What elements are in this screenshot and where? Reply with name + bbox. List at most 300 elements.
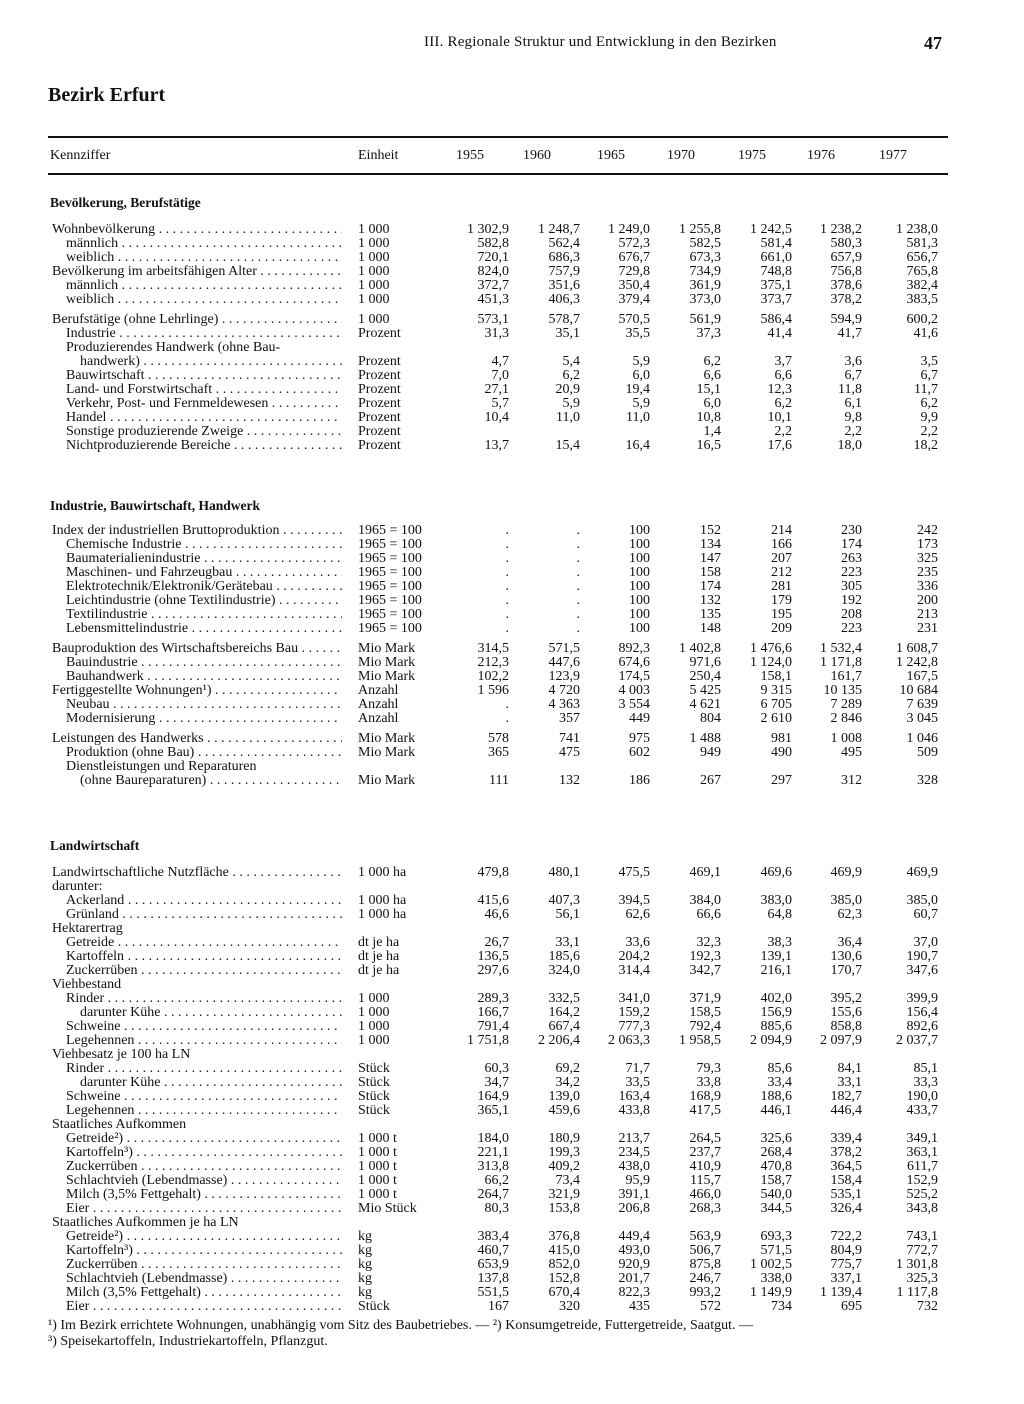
cell-value: 159,2: [618, 1005, 650, 1020]
cell-value: 466,0: [689, 1187, 721, 1202]
cell-value: 12,3: [767, 382, 792, 397]
cell-value: 235: [917, 565, 938, 580]
cell-value: 571,5: [760, 1243, 792, 1258]
row-unit: Mio Mark: [358, 669, 416, 684]
cell-value: 1 608,7: [896, 641, 938, 656]
cell-value: 200: [917, 593, 938, 608]
cell-value: 892,3: [618, 641, 650, 656]
cell-value: 190,7: [906, 949, 938, 964]
cell-value: 213: [917, 607, 938, 622]
page-title: Bezirk Erfurt: [48, 84, 166, 106]
table-row: [0, 524, 1024, 538]
section-rows: [0, 223, 1024, 453]
table-row: [0, 1006, 1024, 1020]
cell-value: 573,1: [477, 312, 509, 327]
row-label: Index der industriellen Bruttoproduktion . . .: [52, 524, 342, 538]
cell-value: 495: [841, 745, 862, 760]
table-row: [0, 1188, 1024, 1202]
cell-value: 33,3: [913, 1075, 938, 1090]
cell-value: 480,1: [548, 865, 580, 880]
cell-value: 148: [700, 621, 721, 636]
table-row: [0, 439, 1024, 453]
cell-value: 417,5: [689, 1103, 721, 1118]
cell-value: 673,3: [689, 250, 721, 265]
cell-value: 563,9: [689, 1229, 721, 1244]
cell-value: 446,4: [830, 1103, 862, 1118]
cell-value: .: [505, 593, 509, 608]
cell-value: 33,1: [555, 935, 580, 950]
table-row: [0, 1090, 1024, 1104]
cell-value: 410,9: [689, 1159, 721, 1174]
cell-value: 339,4: [830, 1131, 862, 1146]
row-label: handwerk) . . .: [52, 355, 342, 369]
cell-value: 3,5: [920, 354, 938, 369]
row-label: Eier . . .: [52, 1202, 342, 1216]
cell-value: .: [505, 579, 509, 594]
cell-value: 31,3: [484, 326, 509, 341]
row-label: Kartoffeln³) . . .: [52, 1146, 342, 1160]
cell-value: .: [576, 621, 580, 636]
row-unit: Anzahl: [358, 711, 399, 726]
cell-value: 2 094,9: [750, 1033, 792, 1048]
cell-value: 100: [629, 537, 650, 552]
cell-value: .: [576, 565, 580, 580]
cell-value: 85,1: [913, 1061, 938, 1076]
cell-value: .: [576, 607, 580, 622]
row-label: Bauproduktion des Wirtschaftsbereichs Bau . . .: [52, 642, 342, 656]
cell-value: 1 958,5: [679, 1033, 721, 1048]
row-unit: Prozent: [358, 410, 401, 425]
cell-value: 349,1: [906, 1131, 938, 1146]
table-row: [0, 1132, 1024, 1146]
table-row: [0, 950, 1024, 964]
cell-value: .: [505, 711, 509, 726]
cell-value: 313,8: [477, 1159, 509, 1174]
row-unit: kg: [358, 1257, 372, 1272]
row-label: Maschinen- und Fahrzeugbau . . .: [52, 566, 342, 580]
row-unit: Prozent: [358, 424, 401, 439]
row-label: Produktion (ohne Bau) . . .: [52, 746, 342, 760]
cell-value: 791,4: [477, 1019, 509, 1034]
row-label: (ohne Baureparaturen) . . .: [52, 774, 342, 788]
cell-value: 153,8: [548, 1201, 580, 1216]
cell-value: 1 046: [906, 731, 938, 746]
table-row: [0, 774, 1024, 788]
row-unit: 1 000: [358, 312, 390, 327]
cell-value: 158,1: [760, 669, 792, 684]
cell-value: 6,7: [920, 368, 938, 383]
cell-value: 7 639: [906, 697, 938, 712]
cell-value: .: [505, 621, 509, 636]
row-unit: 1965 = 100: [358, 565, 422, 580]
table-row: [0, 1062, 1024, 1076]
row-label: Getreide²) . . .: [52, 1230, 342, 1244]
row-label: Kartoffeln³) . . .: [52, 1244, 342, 1258]
table-row: [0, 327, 1024, 341]
cell-value: 234,5: [618, 1145, 650, 1160]
cell-value: 720,1: [477, 250, 509, 265]
cell-value: 875,8: [689, 1257, 721, 1272]
cell-value: 551,5: [477, 1285, 509, 1300]
cell-value: .: [576, 551, 580, 566]
cell-value: 326,4: [830, 1201, 862, 1216]
cell-value: 395,2: [830, 991, 862, 1006]
row-unit: 1965 = 100: [358, 579, 422, 594]
row-unit: Prozent: [358, 326, 401, 341]
column-header: [0, 148, 1024, 168]
cell-value: 18,2: [913, 438, 938, 453]
cell-value: 1 171,8: [820, 655, 862, 670]
cell-value: 372,7: [477, 278, 509, 293]
table-row: [0, 732, 1024, 746]
col-year: 1975: [738, 148, 766, 163]
cell-value: 734,9: [689, 264, 721, 279]
table-row: [0, 251, 1024, 265]
cell-value: 667,4: [548, 1019, 580, 1034]
table-row: [0, 992, 1024, 1006]
table-row: [0, 552, 1024, 566]
cell-value: 469,9: [830, 865, 862, 880]
cell-value: 62,6: [625, 907, 650, 922]
cell-value: 185,6: [548, 949, 580, 964]
row-unit: 1 000 t: [358, 1159, 397, 1174]
cell-value: 164,9: [477, 1089, 509, 1104]
cell-value: 347,6: [906, 963, 938, 978]
cell-value: 772,7: [906, 1243, 938, 1258]
table-row: [0, 1020, 1024, 1034]
cell-value: 2 846: [830, 711, 862, 726]
cell-value: 570,5: [618, 312, 650, 327]
cell-value: 361,9: [689, 278, 721, 293]
cell-value: 325,6: [760, 1131, 792, 1146]
cell-value: 167: [488, 1299, 509, 1314]
cell-value: 490: [771, 745, 792, 760]
table-row: [0, 1202, 1024, 1216]
cell-value: 5,4: [562, 354, 580, 369]
table-row: [0, 622, 1024, 636]
row-label: Zuckerrüben . . .: [52, 964, 342, 978]
cell-value: 379,4: [618, 292, 650, 307]
section-title: Bevölkerung, Berufstätige: [50, 195, 201, 210]
cell-value: 230: [841, 523, 862, 538]
cell-value: 115,7: [690, 1173, 721, 1188]
cell-value: 174: [700, 579, 721, 594]
cell-value: 409,2: [548, 1159, 580, 1174]
cell-value: 1 532,4: [820, 641, 862, 656]
col-year: 1965: [597, 148, 625, 163]
cell-value: 385,0: [906, 893, 938, 908]
cell-value: 5,9: [632, 354, 650, 369]
cell-value: 399,9: [906, 991, 938, 1006]
cell-value: 11,0: [626, 410, 650, 425]
row-label: darunter Kühe . . .: [52, 1006, 342, 1020]
cell-value: 756,8: [830, 264, 862, 279]
cell-value: 206,8: [618, 1201, 650, 1216]
cell-value: 130,6: [830, 949, 862, 964]
cell-value: 15,1: [696, 382, 721, 397]
cell-value: 858,8: [830, 1019, 862, 1034]
cell-value: 447,6: [548, 655, 580, 670]
table-row: [0, 425, 1024, 439]
row-unit: Mio Stück: [358, 1201, 417, 1216]
col-einheit: Einheit: [358, 148, 399, 163]
row-unit: dt je ha: [358, 949, 400, 964]
row-label: Schlachtvieh (Lebendmasse) . . .: [52, 1174, 342, 1188]
cell-value: 743,1: [906, 1229, 938, 1244]
cell-value: 469,6: [760, 865, 792, 880]
row-label: Zuckerrüben . . .: [52, 1258, 342, 1272]
cell-value: 337,1: [830, 1271, 862, 1286]
cell-value: 155,6: [830, 1005, 862, 1020]
cell-value: 693,3: [760, 1229, 792, 1244]
cell-value: 1,4: [703, 424, 721, 439]
row-label: Berufstätige (ohne Lehrlinge) . . .: [52, 313, 342, 327]
cell-value: 328: [917, 773, 938, 788]
cell-value: 152: [700, 523, 721, 538]
cell-value: 775,7: [830, 1257, 862, 1272]
row-label: männlich . . .: [52, 237, 342, 251]
cell-value: 852,0: [548, 1257, 580, 1272]
table-row: [0, 964, 1024, 978]
col-year: 1960: [523, 148, 551, 163]
row-unit: 1 000 t: [358, 1187, 397, 1202]
cell-value: 525,2: [906, 1187, 938, 1202]
cell-value: 305: [841, 579, 862, 594]
cell-value: 174: [841, 537, 862, 552]
table-row: [0, 1146, 1024, 1160]
cell-value: 509: [917, 745, 938, 760]
table-row: [0, 760, 1024, 774]
cell-value: 213,7: [618, 1131, 650, 1146]
cell-value: 383,4: [477, 1229, 509, 1244]
cell-value: 376,8: [548, 1229, 580, 1244]
cell-value: 135: [700, 607, 721, 622]
cell-value: 4 363: [548, 697, 580, 712]
cell-value: 1 242,8: [896, 655, 938, 670]
row-label: weiblich . . .: [52, 251, 342, 265]
cell-value: 971,6: [689, 655, 721, 670]
cell-value: 674,6: [618, 655, 650, 670]
cell-value: .: [505, 523, 509, 538]
cell-value: 6,7: [844, 368, 862, 383]
cell-value: 325: [917, 551, 938, 566]
cell-value: 892,6: [906, 1019, 938, 1034]
table-row: [0, 922, 1024, 936]
table-row: [0, 383, 1024, 397]
row-label: Kartoffeln . . .: [52, 950, 342, 964]
cell-value: 100: [629, 551, 650, 566]
cell-value: 163,4: [618, 1089, 650, 1104]
cell-value: 6,6: [703, 368, 721, 383]
cell-value: 192: [841, 593, 862, 608]
cell-value: 572,3: [618, 236, 650, 251]
row-unit: Prozent: [358, 396, 401, 411]
row-unit: 1 000: [358, 222, 390, 237]
cell-value: 373,0: [689, 292, 721, 307]
cell-value: 729,8: [618, 264, 650, 279]
cell-value: 35,1: [555, 326, 580, 341]
row-label: Getreide²) . . .: [52, 1132, 342, 1146]
cell-value: 357: [559, 711, 580, 726]
cell-value: 36,4: [837, 935, 862, 950]
row-unit: 1 000 t: [358, 1173, 397, 1188]
cell-value: 195: [771, 607, 792, 622]
cell-value: 242: [917, 523, 938, 538]
row-unit: Mio Mark: [358, 745, 416, 760]
table-row: [0, 880, 1024, 894]
cell-value: 657,9: [830, 250, 862, 265]
cell-value: 324,0: [548, 963, 580, 978]
cell-value: .: [505, 537, 509, 552]
cell-value: 221,1: [477, 1145, 509, 1160]
cell-value: .: [576, 537, 580, 552]
cell-value: 1 242,5: [750, 222, 792, 237]
row-unit: Stück: [358, 1061, 390, 1076]
cell-value: 17,6: [767, 438, 792, 453]
cell-value: 152,8: [548, 1271, 580, 1286]
cell-value: 1 238,2: [820, 222, 862, 237]
cell-value: 11,7: [914, 382, 938, 397]
cell-value: 9 315: [760, 683, 792, 698]
table-row: [0, 411, 1024, 425]
cell-value: 653,9: [477, 1257, 509, 1272]
table-row: [0, 1272, 1024, 1286]
cell-value: 168,9: [689, 1089, 721, 1104]
cell-value: 237,7: [689, 1145, 721, 1160]
cell-value: 250,4: [689, 669, 721, 684]
cell-value: 100: [629, 607, 650, 622]
cell-value: 582,8: [477, 236, 509, 251]
cell-value: 600,2: [906, 312, 938, 327]
cell-value: 378,2: [830, 292, 862, 307]
table-row: [0, 936, 1024, 950]
row-label: Elektrotechnik/Elektronik/Gerätebau . . .: [52, 580, 342, 594]
cell-value: 981: [771, 731, 792, 746]
cell-value: 822,3: [618, 1285, 650, 1300]
cell-value: 20,9: [555, 382, 580, 397]
cell-value: 804,9: [830, 1243, 862, 1258]
cell-value: 156,4: [906, 1005, 938, 1020]
cell-value: 80,3: [484, 1201, 509, 1216]
cell-value: 2,2: [844, 424, 862, 439]
cell-value: 321,9: [548, 1187, 580, 1202]
cell-value: 4 003: [618, 683, 650, 698]
cell-value: 7,0: [491, 368, 509, 383]
cell-value: 406,3: [548, 292, 580, 307]
row-unit: kg: [358, 1285, 372, 1300]
cell-value: 1 488: [689, 731, 721, 746]
row-label: Bauwirtschaft . . .: [52, 369, 342, 383]
cell-value: 10 684: [899, 683, 938, 698]
cell-value: 469,9: [906, 865, 938, 880]
cell-value: 37,0: [913, 935, 938, 950]
cell-value: 1 238,0: [896, 222, 938, 237]
row-unit: dt je ha: [358, 935, 400, 950]
table-row: [0, 1230, 1024, 1244]
row-label: Ackerland . . .: [52, 894, 342, 908]
row-label: Wohnbevölkerung . . .: [52, 223, 342, 237]
cell-value: 156,9: [760, 1005, 792, 1020]
cell-value: 1 149,9: [750, 1285, 792, 1300]
cell-value: 264,5: [689, 1131, 721, 1146]
row-unit: 1 000: [358, 1005, 390, 1020]
cell-value: 62,3: [837, 907, 862, 922]
cell-value: 1 117,8: [896, 1285, 938, 1300]
cell-value: 134: [700, 537, 721, 552]
cell-value: 748,8: [760, 264, 792, 279]
cell-value: 207: [771, 551, 792, 566]
row-unit: 1 000: [358, 991, 390, 1006]
cell-value: 460,7: [477, 1243, 509, 1258]
cell-value: 602: [629, 745, 650, 760]
row-unit: Prozent: [358, 382, 401, 397]
cell-value: 6,0: [632, 368, 650, 383]
cell-value: 320: [559, 1299, 580, 1314]
cell-value: 60,3: [484, 1061, 509, 1076]
cell-value: .: [576, 579, 580, 594]
row-label: Milch (3,5% Fettgehalt) . . .: [52, 1188, 342, 1202]
cell-value: 1 402,8: [679, 641, 721, 656]
cell-value: 13,7: [484, 438, 509, 453]
row-label: Getreide . . .: [52, 936, 342, 950]
row-unit: 1 000: [358, 236, 390, 251]
table-row: [0, 1118, 1024, 1132]
row-unit: 1965 = 100: [358, 593, 422, 608]
table-row: [0, 580, 1024, 594]
row-label: Fertiggestellte Wohnungen¹) . . .: [52, 684, 342, 698]
cell-value: 1 002,5: [750, 1257, 792, 1272]
cell-value: 5 425: [689, 683, 721, 698]
cell-value: 184,0: [477, 1131, 509, 1146]
table-row: [0, 1034, 1024, 1048]
row-label: Grünland . . .: [52, 908, 342, 922]
cell-value: 391,1: [618, 1187, 650, 1202]
cell-value: 231: [917, 621, 938, 636]
cell-value: 9,9: [920, 410, 938, 425]
cell-value: 33,6: [625, 935, 650, 950]
cell-value: 572: [700, 1299, 721, 1314]
cell-value: 777,3: [618, 1019, 650, 1034]
cell-value: 179: [771, 593, 792, 608]
cell-value: 167,5: [906, 669, 938, 684]
row-label: Dienstleistungen und Reparaturen: [66, 760, 257, 774]
table-row: [0, 355, 1024, 369]
cell-value: 60,7: [913, 907, 938, 922]
row-unit: Stück: [358, 1075, 390, 1090]
cell-value: 1 248,7: [538, 222, 580, 237]
cell-value: 79,3: [696, 1061, 721, 1076]
cell-value: 69,2: [555, 1061, 580, 1076]
cell-value: 32,3: [696, 935, 721, 950]
table-row: [0, 1160, 1024, 1174]
cell-value: 384,0: [689, 893, 721, 908]
table-row: [0, 369, 1024, 383]
row-unit: 1965 = 100: [358, 537, 422, 552]
cell-value: 11,0: [556, 410, 580, 425]
cell-value: 102,2: [477, 669, 509, 684]
row-label: Chemische Industrie . . .: [52, 538, 342, 552]
cell-value: 1 301,8: [896, 1257, 938, 1272]
cell-value: 407,3: [548, 893, 580, 908]
row-label: Viehbesatz je 100 ha LN: [52, 1048, 191, 1062]
row-unit: Stück: [358, 1299, 390, 1314]
cell-value: 136,5: [477, 949, 509, 964]
cell-value: 10 135: [823, 683, 862, 698]
table-row: [0, 1258, 1024, 1272]
cell-value: 561,9: [689, 312, 721, 327]
row-label: Milch (3,5% Fettgehalt) . . .: [52, 1286, 342, 1300]
table-row: [0, 223, 1024, 237]
